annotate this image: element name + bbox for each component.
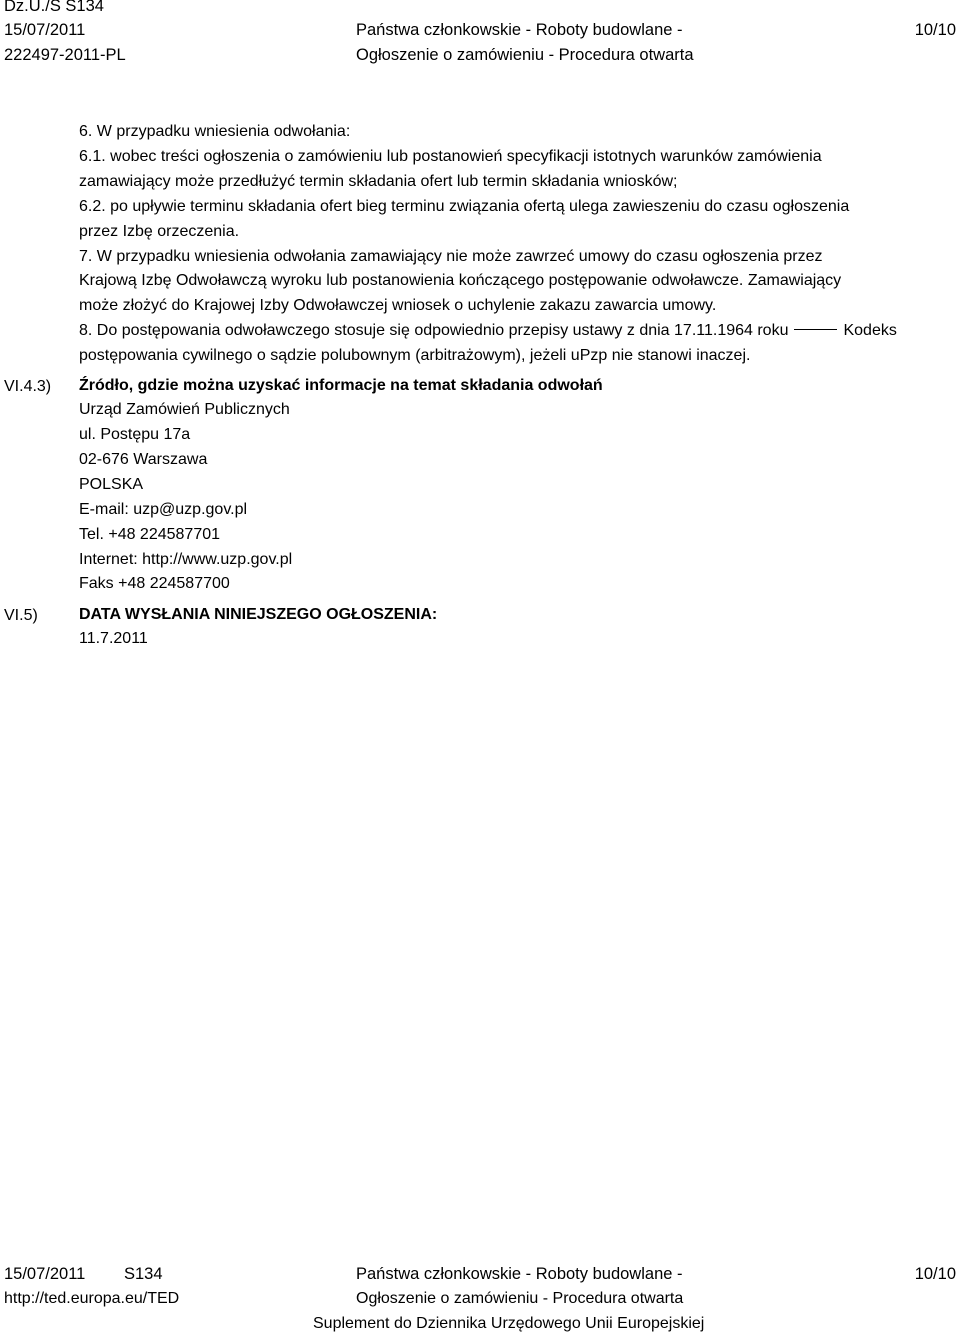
fax: Faks +48 224587700 — [79, 575, 230, 592]
item-6-2-line2: przez Izbę orzeczenia. — [79, 223, 240, 240]
item-6-2-line1: 6.2. po upływie terminu składania ofert bieg terminu związania ofertą ulega zawieszeniu do czasu ogłoszenia — [79, 198, 850, 215]
header-date: 15/07/2011 — [4, 21, 86, 39]
section-number-vi-4-3: VI.4.3) — [4, 378, 52, 395]
footer-url[interactable]: http://ted.europa.eu/TED — [4, 1290, 180, 1307]
street-address: ul. Postępu 17a — [79, 426, 191, 443]
em-dash — [794, 329, 837, 330]
dispatch-date: 11.7.2011 — [79, 630, 148, 647]
footer-title-line2: Ogłoszenie o zamówieniu - Procedura otwarta — [356, 1290, 684, 1307]
section-number-vi-5: VI.5) — [4, 607, 38, 624]
item-8-line1-text: 8. Do postępowania odwoławczego stosuje się odpowiednio przepisy ustawy z dnia 17.11.1964 roku — [79, 322, 789, 339]
email-label: E-mail: — [79, 501, 134, 518]
email-link[interactable]: uzp@uzp.gov.pl — [133, 501, 248, 518]
internet-line — [79, 548, 292, 573]
city-postal: 02-676 Warszawa — [79, 451, 208, 468]
footer-title-line3: Suplement do Dziennika Urzędowego Unii Europejskiej — [313, 1315, 705, 1332]
item-8-line1 — [79, 319, 897, 344]
item-7-line1: 7. W przypadku wniesienia odwołania zamawiający nie może zawrzeć umowy do czasu ogłoszenia przez — [79, 248, 823, 265]
section-vi-4-3-heading: Źródło, gdzie można uzyskać informacje na temat składania odwołań — [79, 377, 603, 394]
header-doc-number: 222497-2011-PL — [4, 46, 126, 64]
footer-date: 15/07/2011 — [4, 1265, 86, 1283]
email-line — [79, 498, 247, 523]
journal-reference: Dz.U./S S134 — [4, 0, 104, 15]
item-6-1-line2: zamawiający może przedłużyć termin składania ofert lub termin składania wniosków; — [79, 173, 678, 190]
footer-page-number: 10/10 — [914, 1265, 956, 1283]
header-title-line2: Ogłoszenie o zamówieniu - Procedura otwarta — [356, 46, 694, 64]
header-title-line1: Państwa członkowskie - Roboty budowlane - — [356, 21, 683, 39]
section-vi-5-heading: DATA WYSŁANIA NINIEJSZEGO OGŁOSZENIA: — [79, 606, 438, 623]
item-7-line2: Krajową Izbę Odwoławczą wyroku lub postanowienia kończącego postępowanie odwoławcze. Zamawiający — [79, 272, 842, 289]
item-7-line3: może złożyć do Krajowej Izby Odwoławczej wniosek o uchylenie zakazu zawarcia umowy. — [79, 297, 717, 314]
country: POLSKA — [79, 476, 144, 493]
footer-title-line1: Państwa członkowskie - Roboty budowlane - — [356, 1265, 683, 1283]
org-name: Urząd Zamówień Publicznych — [79, 401, 290, 418]
item-6-heading: 6. W przypadku wniesienia odwołania: — [79, 123, 351, 140]
internet-label: Internet: — [79, 551, 143, 568]
item-8-line2: postępowania cywilnego o sądzie polubownym (arbitrażowym), jeżeli uPzp nie stanowi inaczej. — [79, 347, 751, 364]
item-6-1-line1: 6.1. wobec treści ogłoszenia o zamówieniu lub postanowień specyfikacji istotnych warunków zamówienia — [79, 148, 822, 165]
internet-link[interactable]: http://www.uzp.gov.pl — [142, 551, 293, 568]
header-page-number: 10/10 — [914, 21, 956, 39]
footer-series: S134 — [124, 1265, 163, 1283]
telephone: Tel. +48 224587701 — [79, 526, 221, 543]
item-8-line1-kodeks: Kodeks — [843, 322, 897, 339]
